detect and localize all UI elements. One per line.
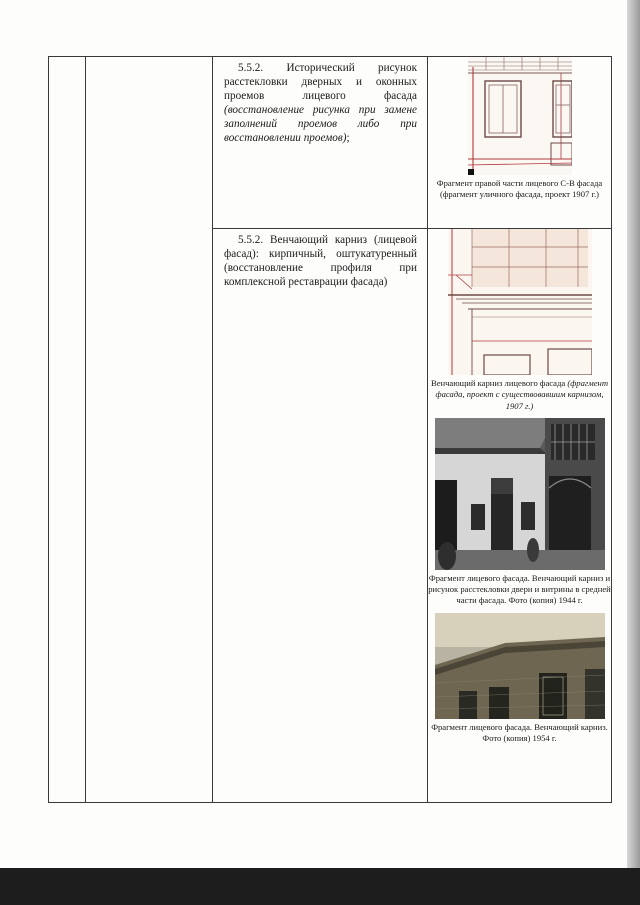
item-end: ; bbox=[346, 132, 350, 144]
requirement-cell bbox=[213, 229, 428, 803]
figure-cell bbox=[428, 57, 612, 229]
requirement-cell bbox=[213, 57, 428, 229]
scan-edge bbox=[627, 0, 640, 905]
item-text: Исторический рисунок расстекловки дверных и оконных проемов лицевого фасада bbox=[224, 62, 418, 102]
figure-caption-note: (фрагмент фасада, проект с существовавшим карнизом, 1907 г.) bbox=[435, 378, 609, 411]
protection-subject-table bbox=[48, 56, 612, 803]
item-number: 5.5.2. bbox=[238, 234, 264, 246]
item-text: Венчающий карниз (лицевой фасад): кирпичный, оштукатуренный (восстановление профиля при комплексной реставрации фасада) bbox=[224, 234, 417, 288]
figure-caption: Фрагмент правой части лицевого С-В фасада (фрагмент уличного фасада, проект 1907 г.) bbox=[436, 178, 603, 200]
photo-1944-image bbox=[435, 418, 605, 570]
figure-caption bbox=[428, 378, 611, 412]
number-column bbox=[49, 57, 86, 803]
facade-drawing-1907-image bbox=[468, 57, 572, 175]
table-row bbox=[49, 57, 612, 229]
figure-caption: Фрагмент лицевого фасада. Венчающий карниз. Фото (копия) 1954 г. bbox=[431, 721, 608, 744]
figure-caption-title: Венчающий карниз лицевого фасада bbox=[430, 378, 566, 388]
photo-1954-image bbox=[435, 613, 605, 719]
item-note: (восстановление рисунка при замене заполнений проемов либо при восстановлении проемов) bbox=[224, 104, 417, 144]
scan-bottom-band bbox=[0, 868, 640, 905]
figure-caption: Фрагмент лицевого фасада. Венчающий карниз и рисунок расстекловки двери и витрины в средней части фасада. Фото (копия) 1944 г. bbox=[428, 572, 611, 606]
figure-cell bbox=[428, 229, 612, 803]
cornice-drawing-image bbox=[448, 229, 592, 375]
category-column bbox=[86, 57, 213, 803]
item-number: 5.5.2. bbox=[238, 62, 264, 74]
